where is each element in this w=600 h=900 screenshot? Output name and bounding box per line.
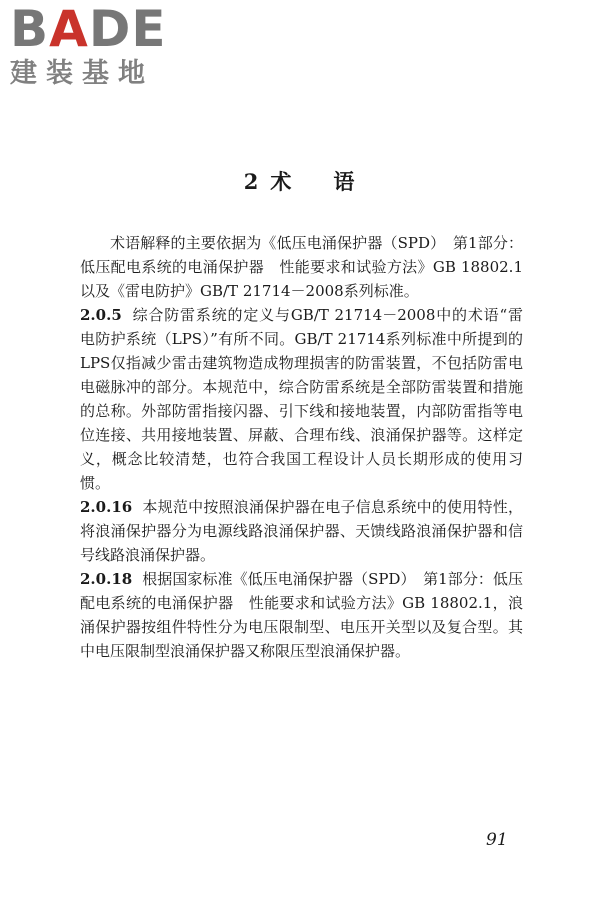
clause-2-0-18 bbox=[80, 567, 523, 663]
clause-text: 根据国家标准《低压电涌保护器（SPD） 第1部分：低压配电系统的电涌保护器 性能要求和试验方法》GB 18802.1，浪涌保护器按组件特性分为电压限制型、电压开关型以及复合型。其中电压限制型浪涌保护器又称限压型浪涌保护器。 bbox=[80, 570, 523, 660]
chapter-title-char-1: 术 bbox=[270, 169, 294, 194]
clause-number: 2.0.16 bbox=[80, 498, 133, 516]
body-text bbox=[80, 231, 523, 663]
clause-number: 2.0.5 bbox=[80, 306, 122, 324]
page-number: 91 bbox=[486, 830, 508, 850]
bade-logo bbox=[10, 0, 180, 90]
logo-letters-de: DE bbox=[88, 0, 167, 58]
logo-wordmark bbox=[10, 0, 180, 58]
clause-number: 2.0.18 bbox=[80, 570, 133, 588]
clause-text: 本规范中按照浪涌保护器在电子信息系统中的使用特性，将浪涌保护器分为电源线路浪涌保护器、天馈线路浪涌保护器和信号线路浪涌保护器。 bbox=[80, 498, 523, 564]
logo-subtitle: 建装基地 bbox=[10, 58, 154, 89]
clause-2-0-5 bbox=[80, 303, 523, 495]
logo-letter-a: A bbox=[49, 0, 89, 58]
chapter-title-char-2: 语 bbox=[333, 169, 357, 194]
logo-letter-b: B bbox=[10, 0, 50, 58]
intro-text: 术语解释的主要依据为《低压电涌保护器（SPD） 第1部分：低压配电系统的电涌保护器 性能要求和试验方法》GB 18802.1以及《雷电防护》GB/T 21714－2008系列标准。 bbox=[80, 234, 523, 300]
clause-text: 综合防雷系统的定义与GB/T 21714－2008中的术语“雷电防护系统（LPS）”有所不同。GB/T 21714系列标准中所提到的LPS仅指减少雷击建筑物造成物理损害的防雷装置，不包括防雷电电磁脉冲的部分。本规范中，综合防雷系统是全部防雷装置和措施的总称。外部防雷指接闪器、引下线和接地装置，内部防雷指等电位连接、共用接地装置、屏蔽、合理布线、浪涌保护器等。这样定义，概念比较清楚，也符合我国工程设计人员长期形成的使用习惯。 bbox=[80, 306, 523, 492]
chapter-title bbox=[0, 166, 600, 196]
clause-2-0-16 bbox=[80, 495, 523, 567]
intro-paragraph bbox=[80, 231, 523, 303]
chapter-number: 2 bbox=[243, 169, 261, 194]
